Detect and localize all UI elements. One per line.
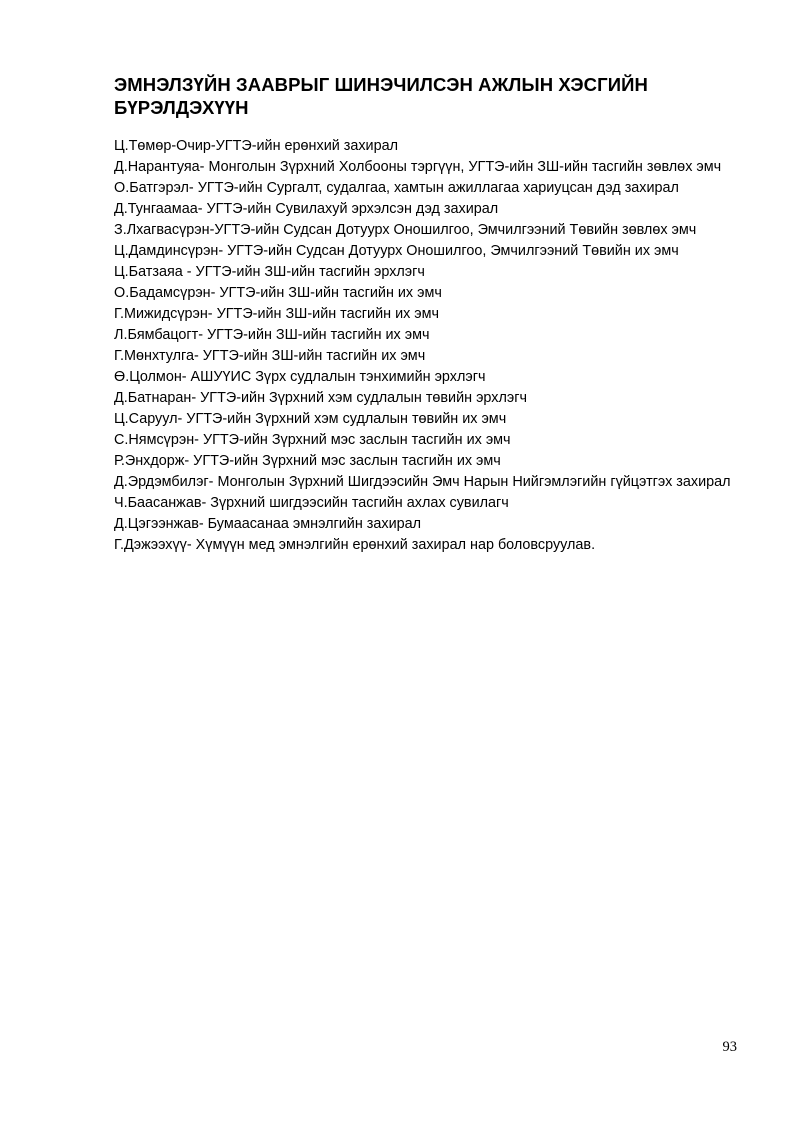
list-item: Ө.Цолмон- АШУҮИС Зүрх судлалын тэнхимийн эрхлэгч [114, 369, 486, 385]
list-item: Д.Нарантуяа- Монголын Зүрхний Холбооны тэргүүн, УГТЭ-ийн ЗШ-ийн тасгийн зөвлөх эмч [114, 159, 722, 175]
member-list [114, 136, 738, 556]
list-item: Д.Батнаран- УГТЭ-ийн Зүрхний хэм судлалын төвийн эрхлэгч [114, 390, 527, 406]
list-item: З.Лхагвасүрэн-УГТЭ-ийн Судсан Дотуурх Оношилгоо, Эмчилгээний Төвийн зөвлөх эмч [114, 222, 697, 238]
list-item: Г.Мөнхтулга- УГТЭ-ийн ЗШ-ийн тасгийн их эмч [114, 348, 426, 364]
list-item: Г.Дэжээхүү- Хүмүүн мед эмнэлгийн ерөнхий захирал нар боловсруулав. [114, 537, 596, 553]
page-title: ЭМНЭЛЗҮЙН ЗААВРЫГ ШИНЭЧИЛСЭН АЖЛЫН ХЭСГИЙН БҮРЭЛДЭХҮҮН [114, 74, 648, 118]
page-number: 93 [722, 1039, 737, 1055]
list-item: О.Бадамсүрэн- УГТЭ-ийн ЗШ-ийн тасгийн их эмч [114, 285, 442, 301]
list-item: Г.Мижидсүрэн- УГТЭ-ийн ЗШ-ийн тасгийн их эмч [114, 306, 440, 322]
list-item: Ц.Батзаяа - УГТЭ-ийн ЗШ-ийн тасгийн эрхлэгч [114, 264, 425, 280]
list-item: Д.Цэгээнжав- Бумаасанаа эмнэлгийн захирал [114, 516, 422, 532]
list-item: Д.Эрдэмбилэг- Монголын Зүрхний Шигдээсийн Эмч Нарын Нийгэмлэгийн гүйцэтгэх захирал [114, 474, 731, 490]
list-item: Ц.Төмөр-Очир-УГТЭ-ийн ерөнхий захирал [114, 138, 399, 154]
list-item: Р.Энхдорж- УГТЭ-ийн Зүрхний мэс заслын тасгийн их эмч [114, 453, 501, 469]
list-item: Ц.Саруул- УГТЭ-ийн Зүрхний хэм судлалын төвийн их эмч [114, 411, 507, 427]
list-item: Ц.Дамдинсүрэн- УГТЭ-ийн Судсан Дотуурх Оношилгоо, Эмчилгээний Төвийн их эмч [114, 243, 679, 259]
list-item: Л.Бямбацогт- УГТЭ-ийн ЗШ-ийн тасгийн их эмч [114, 327, 430, 343]
list-item: О.Батгэрэл- УГТЭ-ийн Сургалт, судалгаа, хамтын ажиллагаа хариуцсан дэд захирал [114, 180, 679, 196]
list-item: Д.Тунгаамаа- УГТЭ-ийн Сувилахуй эрхэлсэн дэд захирал [114, 201, 499, 217]
list-item: Ч.Баасанжав- Зүрхний шигдээсийн тасгийн ахлах сувилагч [114, 495, 509, 511]
list-item: С.Нямсүрэн- УГТЭ-ийн Зүрхний мэс заслын тасгийн их эмч [114, 432, 511, 448]
